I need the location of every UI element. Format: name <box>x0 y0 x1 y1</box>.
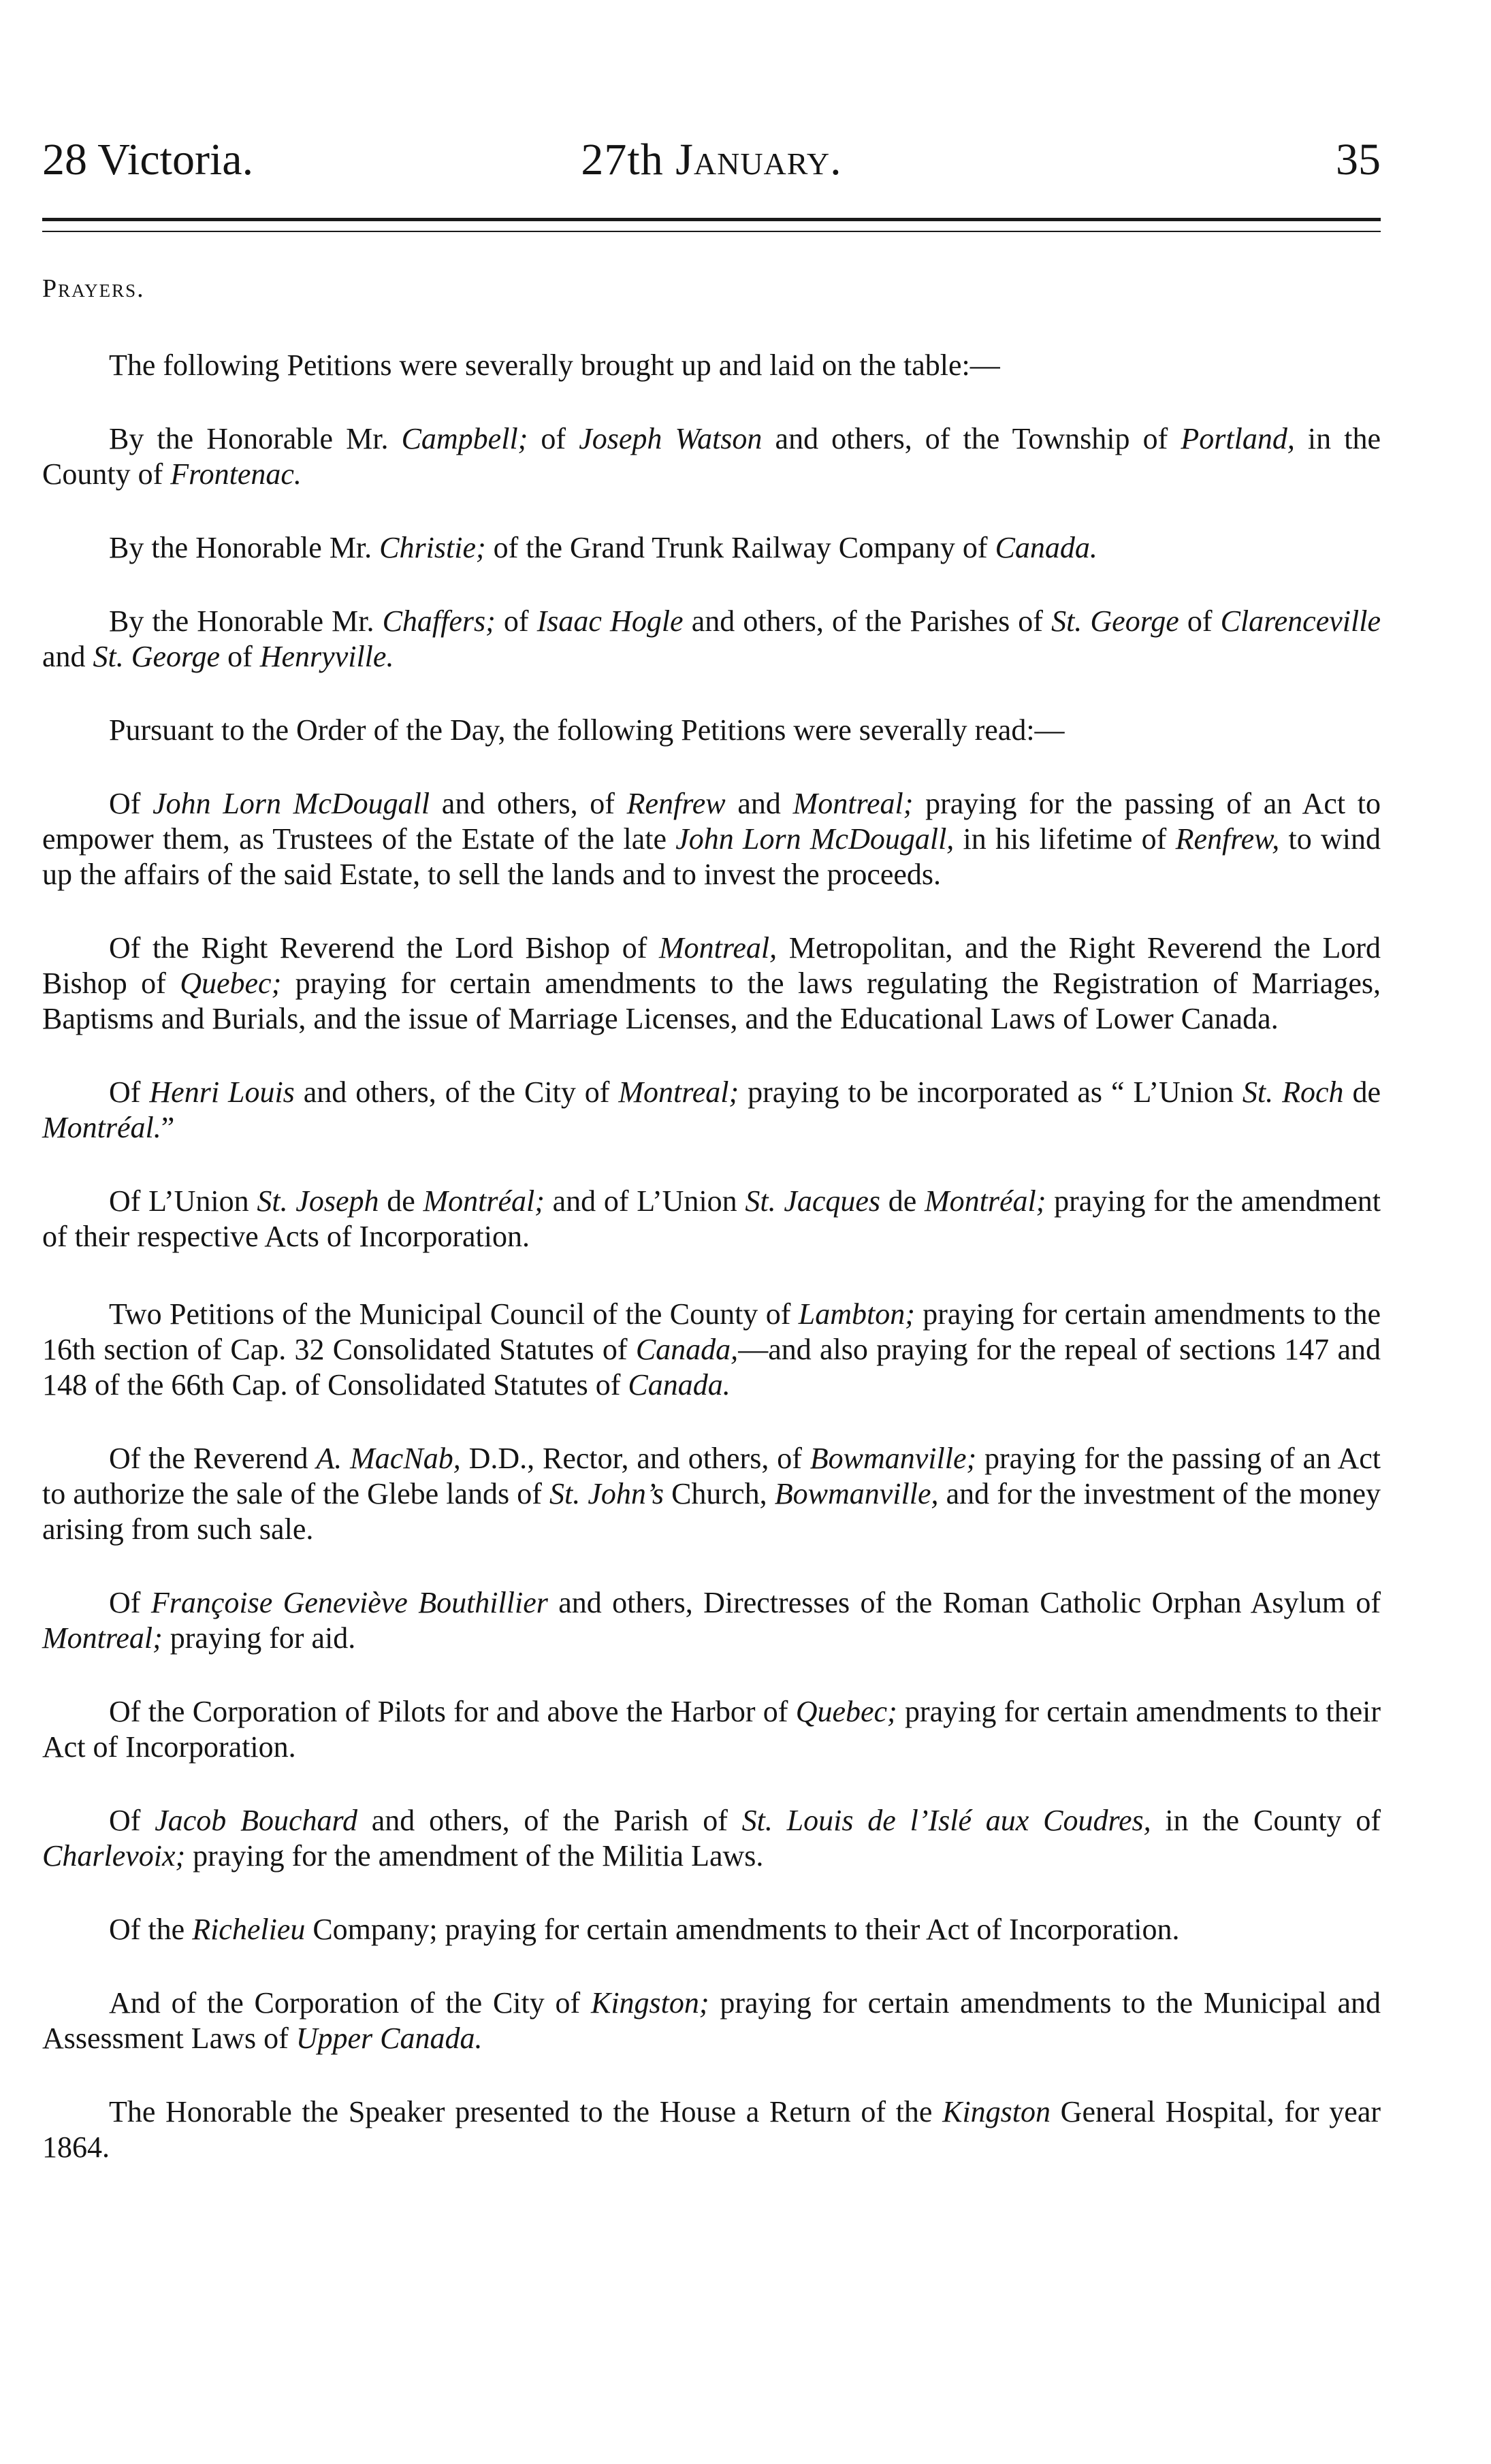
italic-run: Portland, <box>1181 422 1295 455</box>
text-run: in the County of <box>42 422 1381 491</box>
italic-run: Campbell; <box>401 422 528 455</box>
text-run: of <box>495 604 537 638</box>
italic-run: Bowmanville; <box>809 1442 977 1475</box>
paragraph-mcdougall <box>42 786 1381 892</box>
text-run: and others, of the City of <box>294 1075 619 1109</box>
text-run: By the Honorable Mr. <box>109 531 380 564</box>
italic-run: Montréal; <box>925 1184 1046 1218</box>
italic-run: Christie; <box>379 531 486 564</box>
text-run: And of the Corporation of the City of <box>109 1986 591 2020</box>
page-number: 35 <box>1336 135 1381 184</box>
paragraph-stroch <box>42 1075 1381 1146</box>
text-run: Of the Corporation of Pilots for and above the Harbor of <box>109 1695 796 1728</box>
text-run: praying for aid. <box>162 1621 356 1655</box>
text-run: The Honorable the Speaker presented to the House a Return of the <box>109 2095 943 2128</box>
text-run: and for the investment of the money arising from such sale. <box>42 1477 1381 1546</box>
text-run: to wind up the affairs of the said Estate, to sell the lands and to invest the proceeds. <box>42 822 1381 891</box>
italic-run: Richelieu <box>192 1913 306 1946</box>
text-run: Of the Right Reverend the Lord Bishop of <box>109 931 659 964</box>
italic-run: Quebec; <box>180 967 282 1000</box>
session-label: 28 Victoria. <box>42 135 254 184</box>
journal-page <box>42 123 1381 2165</box>
date-heading <box>42 123 1381 197</box>
text-run: Pursuant to the Order of the Day, the following Petitions were severally read:— <box>109 713 1065 747</box>
paragraph-christie <box>42 530 1381 566</box>
text-run: and others, of <box>430 787 627 820</box>
text-run: praying for the passing of an Act to authorize the sale of the Glebe lands of <box>42 1442 1381 1510</box>
paragraph-pursuant <box>42 713 1381 748</box>
date-day: 27th <box>581 135 676 184</box>
paragraph-richelieu <box>42 1912 1381 1947</box>
italic-run: Renfrew, <box>1175 822 1280 856</box>
text-run: praying for the amendment of the Militia Laws. <box>185 1839 764 1873</box>
paragraph-stjoseph <box>42 1184 1381 1254</box>
text-run: ” <box>161 1111 175 1144</box>
text-run: and of L’Union <box>544 1184 746 1218</box>
italic-run: Chaffers; <box>382 604 496 638</box>
text-run: Of the <box>109 1913 193 1946</box>
text-run: praying for certain amendments to their Act of Incorporation. <box>42 1695 1381 1764</box>
text-run: and <box>725 787 793 820</box>
text-run: and <box>42 640 93 673</box>
text-run: of <box>1179 604 1221 638</box>
italic-run: Montreal; <box>42 1621 163 1655</box>
italic-run: St. George <box>93 640 221 673</box>
paragraph-campbell <box>42 421 1381 492</box>
text-run: Of <box>109 787 153 820</box>
paragraph-intro <box>42 348 1381 383</box>
paragraph-kingston <box>42 1985 1381 2056</box>
text-run: in his lifetime of <box>954 822 1176 856</box>
italic-run: Montreal; <box>618 1075 739 1109</box>
italic-run: Lambton; <box>798 1297 915 1331</box>
italic-run: Renfrew <box>626 787 726 820</box>
italic-run: Bowmanville, <box>774 1477 939 1510</box>
paragraph-speaker <box>42 2094 1381 2165</box>
text-run: of <box>220 640 260 673</box>
text-run: praying for certain amendments to the Municipal and Assessment Laws of <box>42 1986 1381 2055</box>
text-run: praying for the amendment of their respective Acts of Incorporation. <box>42 1184 1381 1253</box>
paragraph-bishop <box>42 930 1381 1037</box>
running-head <box>42 123 1381 197</box>
italic-run: Montreal; <box>792 787 914 820</box>
italic-run: Joseph Watson <box>579 422 763 455</box>
text-run: Of the Reverend <box>109 1442 317 1475</box>
text-run: By the Honorable Mr. <box>109 422 402 455</box>
text-run: Of L’Union <box>109 1184 257 1218</box>
paragraph-orphan <box>42 1585 1381 1656</box>
text-run: Two Petitions of the Municipal Council of the County of <box>109 1297 799 1331</box>
text-run: By the Honorable Mr. <box>109 604 383 638</box>
paragraph-bouchard <box>42 1803 1381 1874</box>
italic-run: Henri Louis <box>149 1075 295 1109</box>
italic-run: Upper Canada. <box>295 2022 483 2055</box>
italic-run: Kingston; <box>590 1986 709 2020</box>
italic-run: Charlevoix; <box>42 1839 186 1873</box>
text-run: of <box>528 422 579 455</box>
text-run: and others, of the Parish of <box>357 1804 742 1837</box>
date-month: January. <box>675 135 842 184</box>
italic-run: Quebec; <box>795 1695 897 1728</box>
section-title: Prayers. <box>42 274 145 303</box>
italic-run: Canada. <box>628 1368 731 1401</box>
italic-run: St. George <box>1051 604 1179 638</box>
text-run: and others, of the Parishes of <box>683 604 1052 638</box>
text-run: Company; praying for certain amendments to their Act of Incorporation. <box>305 1913 1180 1946</box>
paragraph-chaffers <box>42 604 1381 675</box>
italic-run: John Lorn McDougall, <box>675 822 955 856</box>
text-run: of the Grand Trunk Railway Company of <box>485 531 995 564</box>
text-run: praying for certain amendments to the laws regulating the Registration of Marriages, Baptisms and Burials, and the issue of Marriage Licenses, and the Educational Laws of Lower Canada. <box>42 967 1381 1035</box>
italic-run: Henryville. <box>259 640 394 673</box>
italic-run: Canada, <box>635 1333 739 1366</box>
italic-run: A. MacNab, <box>316 1442 461 1475</box>
italic-run: Clarenceville <box>1220 604 1381 638</box>
text-run: de <box>1343 1075 1381 1109</box>
italic-run: Montréal; <box>423 1184 545 1218</box>
italic-run: John Lorn McDougall <box>153 787 430 820</box>
italic-run: St. Louis de l’Islé aux Coudres, <box>741 1804 1151 1837</box>
paragraph-pilots <box>42 1694 1381 1765</box>
text-run: and others, Directresses of the Roman Catholic Orphan Asylum of <box>547 1586 1381 1619</box>
italic-run: St. Roch <box>1242 1075 1344 1109</box>
text-run: Of <box>109 1075 150 1109</box>
italic-run: Montréal. <box>42 1111 161 1144</box>
italic-run: Isaac Hogle <box>536 604 684 638</box>
paragraph-macnab <box>42 1441 1381 1547</box>
italic-run: Françoise Geneviève Bouthillier <box>150 1586 548 1619</box>
italic-run: Montreal, <box>659 931 777 964</box>
text-run: —and also praying for the repeal of sections 147 and 148 of the 66th Cap. of Consolidated Statutes of <box>42 1333 1381 1401</box>
italic-run: Kingston <box>942 2095 1051 2128</box>
italic-run: Jacob Bouchard <box>155 1804 357 1837</box>
text-run: The following Petitions were severally brought up and laid on the table:— <box>109 348 1000 382</box>
italic-run: St. Joseph <box>257 1184 379 1218</box>
text-run: praying to be incorporated as “ L’Union <box>739 1075 1242 1109</box>
italic-run: St. Jacques <box>745 1184 881 1218</box>
text-run: de <box>880 1184 925 1218</box>
petition-list <box>42 348 1381 2165</box>
text-run: Of <box>109 1804 155 1837</box>
italic-run: St. John’s <box>549 1477 664 1510</box>
text-run: General Hospital, for year 1864. <box>42 2095 1381 2164</box>
italic-run: Canada. <box>995 531 1097 564</box>
text-run: praying for the passing of an Act to empower them, as Trustees of the Estate of the late <box>42 787 1381 856</box>
text-run: Church, <box>663 1477 775 1510</box>
italic-run: Frontenac. <box>170 457 302 491</box>
header-double-rule <box>42 218 1381 232</box>
text-run: and others, of the Township of <box>762 422 1181 455</box>
text-run: de <box>379 1184 423 1218</box>
paragraph-lambton <box>42 1297 1381 1403</box>
text-run: in the County of <box>1151 1804 1381 1837</box>
text-run: Metropolitan, and the Right Reverend the Lord Bishop of <box>42 931 1381 1000</box>
text-run: D.D., Rector, and others, of <box>460 1442 810 1475</box>
text-run: Of <box>109 1586 151 1619</box>
text-run: praying for certain amendments to the 16th section of Cap. 32 Consolidated Statutes of <box>42 1297 1381 1366</box>
